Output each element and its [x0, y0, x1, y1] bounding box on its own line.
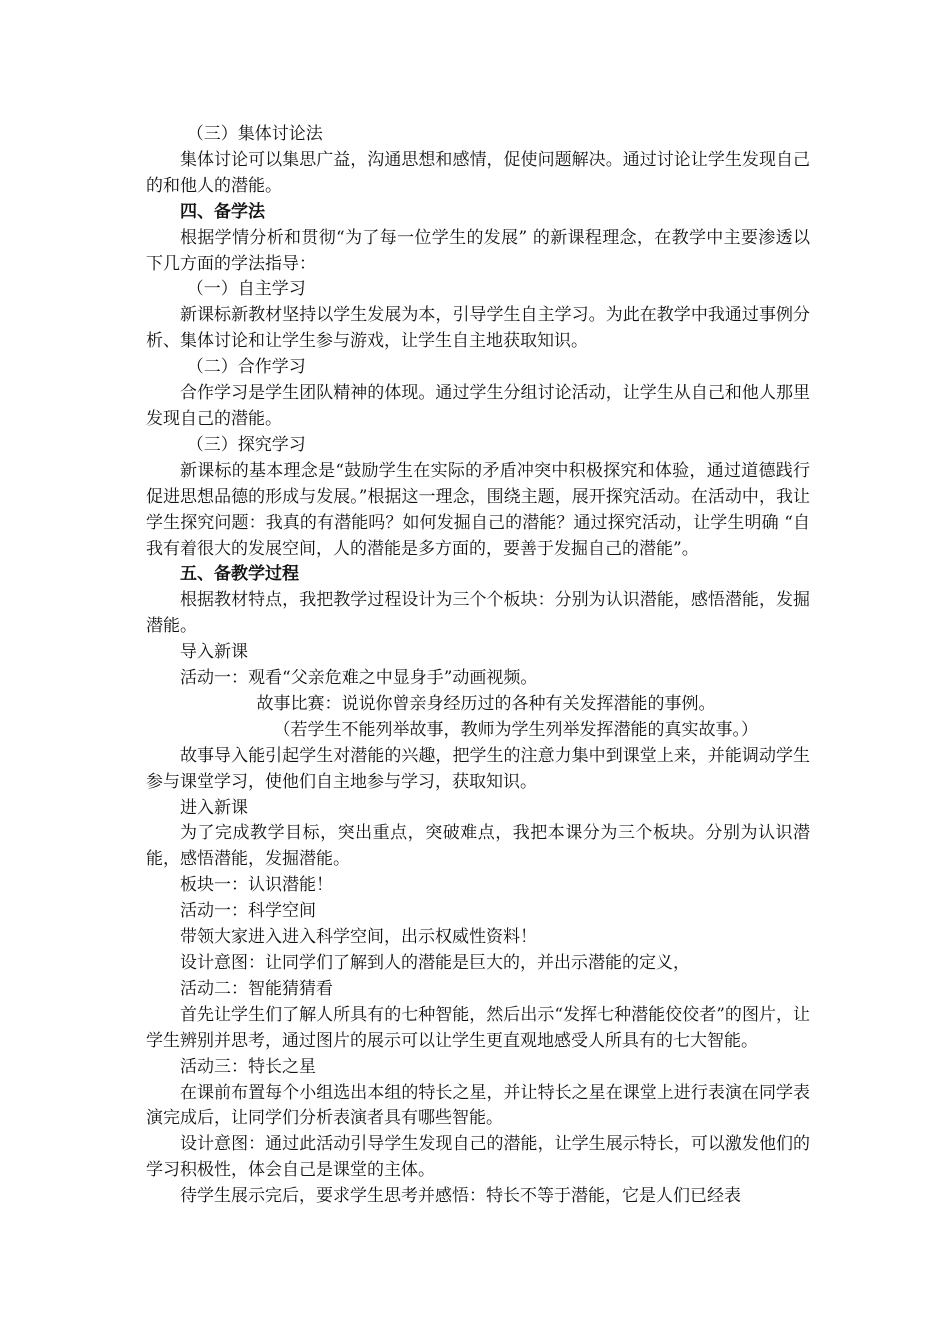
section-title-self-study: （一）自主学习 [186, 279, 306, 300]
block-title: 板块一：认识潜能！ [180, 875, 333, 896]
activity-line: 活动二：智能猜猜看 [180, 978, 333, 999]
paragraph: 根据教材特点，我把教学过程设计为三个个板块：分别为认识潜能，感悟潜能，发掘潜能。 [146, 590, 810, 637]
paragraph: 故事导入能引起学生对潜能的兴趣，把学生的注意力集中到课堂上来，并能调动学生参与课堂学习，使他们自主地参与学习，获取知识。 [146, 745, 810, 792]
design-intent: 设计意图：让同学们了解到人的潜能是巨大的，并出示潜能的定义， [180, 953, 690, 973]
section-title-inquiry: （三）探究学习 [186, 434, 306, 455]
paragraph: 新课标新教材坚持以学生发展为本，引导学生自主学习。为此在教学中我通过事例分析、集体讨论和让学生参与游戏，让学生自主地获取知识。 [146, 305, 810, 352]
paragraph: 为了完成教学目标，突出重点，突破难点，我把本课分为三个板块。分别为认识潜能，感悟潜能，发掘潜能。 [146, 823, 810, 870]
label-enter: 进入新课 [180, 797, 248, 818]
paragraph: 首先让学生们了解人所具有的七种智能，然后出示“发挥七种潜能佼佼者”的图片，让学生辨别并思考，通过图片的展示可以让学生更直观地感受人所具有的七大智能。 [146, 1004, 810, 1051]
paragraph: 带领大家进入进入科学空间，出示权威性资料！ [180, 927, 537, 948]
heading-study-methods: 四、备学法 [180, 201, 265, 222]
design-intent: 设计意图：通过此活动引导学生发现自己的潜能，让学生展示特长，可以激发他们的学习积极性，体会自己是课堂的主体。 [146, 1134, 810, 1181]
section-title-cooperative: （二）合作学习 [186, 357, 306, 378]
paragraph: 根据学情分析和贯彻“为了每一位学生的发展” 的新课程理念，在教学中主要渗透以下几方面的学法指导： [146, 227, 810, 274]
paragraph: 待学生展示完后，要求学生思考并感悟：特长不等于潜能，它是人们已经表 [180, 1186, 741, 1207]
story-note: （若学生不能列举故事，教师为学生列举发挥潜能的真实故事。） [273, 719, 758, 740]
heading-teaching-process: 五、备教学过程 [180, 564, 299, 585]
activity-line: 活动三：特长之星 [180, 1056, 316, 1077]
paragraph: 在课前布置每个小组选出本组的特长之星，并让特长之星在课堂上进行表演在同学表演完成后，让同学们分析表演者具有哪些智能。 [146, 1082, 810, 1129]
paragraph: 新课标的基本理念是“鼓励学生在实际的矛盾冲突中积极探究和体验，通过道德践行促进思想品德的形成与发展。”根据这一理念，围绕主题，展开探究活动。在活动中，我让学生探究问题：我真的有潜能吗？如何发掘自己的潜能？通过探究活动，让学生明确 “自我有着很大的发展空间，人的潜能是多方面的，要善于发掘自己的潜能”。 [146, 460, 810, 559]
story-contest: 故事比赛：说说你曾亲身经历过的各种有关发挥潜能的事例。 [256, 693, 716, 714]
document-page [146, 122, 810, 1210]
activity-line: 活动一：观看“父亲危难之中显身手”动画视频。 [180, 668, 538, 689]
section-title-discussion: （三）集体讨论法 [186, 124, 323, 144]
activity-line: 活动一：科学空间 [180, 901, 316, 922]
paragraph: 合作学习是学生团队精神的体现。通过学生分组讨论活动，让学生从自己和他人那里发现自己的潜能。 [146, 383, 810, 429]
label-intro: 导入新课 [180, 642, 248, 663]
paragraph: 集体讨论可以集思广益，沟通思想和感情，促使问题解决。通过讨论让学生发现自己的和他人的潜能。 [146, 149, 810, 196]
